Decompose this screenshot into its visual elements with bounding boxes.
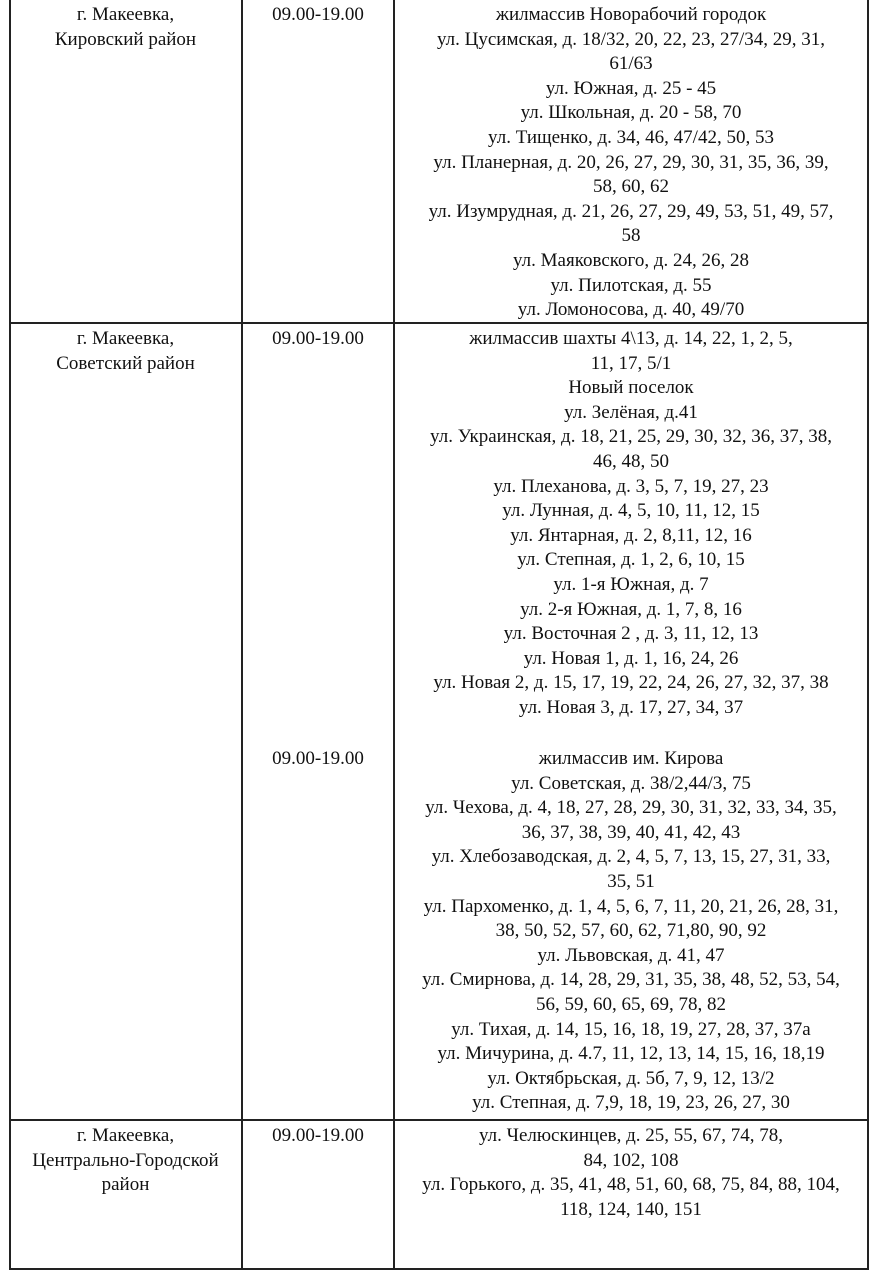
- address-line: 58, 60, 62: [593, 176, 669, 198]
- address-cell: [396, 3, 866, 323]
- address-line: ул. Челюскинцев, д. 25, 55, 67, 74, 78,: [478, 1125, 784, 1146]
- address-line: ул. Маяковского, д. 24, 26, 28: [512, 249, 750, 271]
- address-line: Новый поселок: [568, 377, 694, 399]
- address-line: ул. 2-я Южная, д. 1, 7, 8, 16: [520, 598, 742, 620]
- table-border-bottom: [9, 1268, 869, 1270]
- address-line: ул. 1-я Южная, д. 7: [553, 573, 709, 595]
- column-divider-1: [241, 0, 243, 1270]
- address-line: 56, 59, 60, 65, 69, 78, 82: [536, 993, 726, 1015]
- address-line: ул. Смирнова, д. 14, 28, 29, 31, 35, 38, 48, 52, 53, 54,: [422, 969, 840, 991]
- time-text: 09.00-19.00: [272, 328, 364, 349]
- district-cell: [10, 3, 241, 52]
- address-line: ул. Лунная, д. 4, 5, 10, 11, 12, 15: [502, 500, 760, 522]
- time-text: 09.00-19.00: [272, 1125, 364, 1146]
- address-line: 61/63: [609, 53, 653, 75]
- time-cell-2: [243, 747, 393, 772]
- address-line: ул. Советская, д. 38/2,44/3, 75: [511, 772, 751, 794]
- district-line: Советский район: [56, 352, 195, 374]
- address-line: 36, 37, 38, 39, 40, 41, 42, 43: [521, 821, 741, 843]
- address-cell-2: [396, 747, 866, 1116]
- address-line: 46, 48, 50: [593, 450, 669, 472]
- time-cell: [243, 327, 393, 352]
- district-cell: [10, 327, 241, 376]
- address-line: ул. Цусимская, д. 18/32, 20, 22, 23, 27/34, 29, 31,: [436, 28, 825, 50]
- time-text: 09.00-19.00: [272, 748, 364, 769]
- address-line: 84, 102, 108: [583, 1149, 679, 1171]
- address-line: ул. Степная, д. 1, 2, 6, 10, 15: [517, 549, 745, 571]
- address-line: ул. Львовская, д. 41, 47: [537, 944, 725, 966]
- address-line: ул. Янтарная, д. 2, 8,11, 12, 16: [510, 524, 752, 546]
- address-cell: [396, 1124, 866, 1222]
- address-line: ул. Новая 2, д. 15, 17, 19, 22, 24, 26, 27, 32, 37, 38: [433, 672, 829, 694]
- address-line: ул. Горького, д. 35, 41, 48, 51, 60, 68, 75, 84, 88, 104,: [422, 1174, 840, 1196]
- address-line: ул. Южная, д. 25 - 45: [545, 77, 717, 99]
- time-text: 09.00-19.00: [272, 4, 364, 25]
- address-line: жилмассив Новорабочий городок: [495, 4, 767, 25]
- address-line: ул. Пилотская, д. 55: [550, 274, 712, 296]
- address-line: ул. Тищенко, д. 34, 46, 47/42, 50, 53: [488, 126, 774, 148]
- table-border-right: [867, 0, 869, 1270]
- address-line: ул. Украинская, д. 18, 21, 25, 29, 30, 32, 36, 37, 38,: [430, 426, 832, 448]
- district-line: г. Макеевка,: [76, 1125, 175, 1146]
- address-line: ул. Чехова, д. 4, 18, 27, 28, 29, 30, 31, 32, 33, 34, 35,: [425, 797, 837, 819]
- address-line: ул. Новая 3, д. 17, 27, 34, 37: [518, 696, 744, 718]
- address-line: ул. Хлебозаводская, д. 2, 4, 5, 7, 13, 15, 27, 31, 33,: [431, 846, 831, 868]
- address-line: жилмассив им. Кирова: [538, 748, 724, 769]
- district-cell: [10, 1124, 241, 1198]
- table-border-left: [9, 0, 11, 1270]
- address-line: ул. Мичурина, д. 4.7, 11, 12, 13, 14, 15, 16, 18,19: [437, 1043, 825, 1065]
- district-line: Кировский район: [54, 28, 197, 50]
- address-line: ул. Новая 1, д. 1, 16, 24, 26: [523, 647, 739, 669]
- address-line: 118, 124, 140, 151: [560, 1198, 702, 1220]
- address-line: ул. Восточная 2 , д. 3, 11, 12, 13: [503, 623, 759, 645]
- address-line: ул. Тихая, д. 14, 15, 16, 18, 19, 27, 28, 37, 37а: [451, 1018, 811, 1040]
- address-line: ул. Зелёная, д.41: [564, 401, 698, 423]
- address-line: жилмассив шахты 4\13, д. 14, 22, 1, 2, 5,: [469, 328, 793, 349]
- column-divider-2: [393, 0, 395, 1270]
- address-line: ул. Ломоносова, д. 40, 49/70: [517, 299, 745, 321]
- address-line: 11, 17, 5/1: [590, 352, 672, 374]
- address-line: 58: [621, 225, 641, 247]
- row-divider-2: [9, 1119, 869, 1121]
- address-cell: [396, 327, 866, 721]
- address-line: 38, 50, 52, 57, 60, 62, 71,80, 90, 92: [495, 920, 767, 942]
- district-line: г. Макеевка,: [76, 4, 175, 25]
- district-line: Центрально-Городской: [32, 1149, 219, 1171]
- address-line: 35, 51: [607, 870, 655, 892]
- address-line: ул. Изумрудная, д. 21, 26, 27, 29, 49, 53, 51, 49, 57,: [428, 200, 834, 222]
- address-line: ул. Октябрьская, д. 5б, 7, 9, 12, 13/2: [487, 1067, 775, 1089]
- address-line: ул. Пархоменко, д. 1, 4, 5, 6, 7, 11, 20, 21, 26, 28, 31,: [423, 895, 839, 917]
- district-line: район: [101, 1174, 150, 1196]
- address-line: ул. Степная, д. 7,9, 18, 19, 23, 26, 27, 30: [472, 1092, 790, 1114]
- time-cell: [243, 3, 393, 28]
- district-line: г. Макеевка,: [76, 328, 175, 349]
- time-cell: [243, 1124, 393, 1149]
- address-line: ул. Планерная, д. 20, 26, 27, 29, 30, 31, 35, 36, 39,: [433, 151, 829, 173]
- address-line: ул. Школьная, д. 20 - 58, 70: [520, 102, 742, 124]
- address-line: ул. Плеханова, д. 3, 5, 7, 19, 27, 23: [493, 475, 769, 497]
